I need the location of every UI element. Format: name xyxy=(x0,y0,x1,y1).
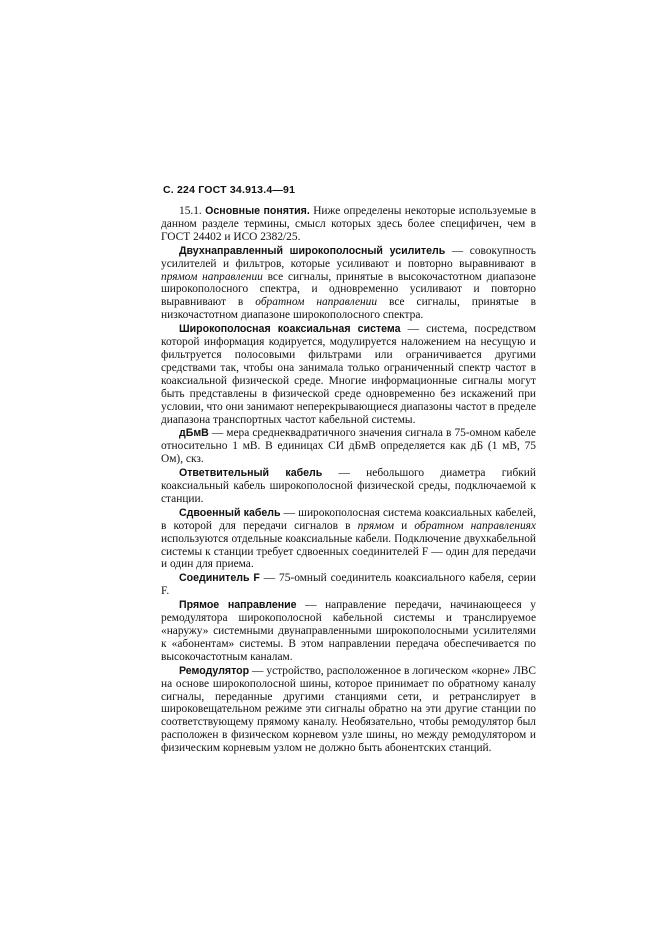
definition-text: — мера среднеквадратичного значения сигнала в 75-омном кабеле относительно 1 мВ. В единицах СИ дБмВ определяется как дБ (1 мВ, 75 Ом), скз. xyxy=(161,427,536,466)
definition-text: все сигналы, принятые в высокочастотном диапазоне широкополосного спектра, и одновременно усиливают и повторно выравнивают в xyxy=(161,270,536,309)
term: Широкополосная коаксиальная система xyxy=(179,323,401,336)
definition-dbmv xyxy=(161,427,536,466)
emphasis: прямом направлении xyxy=(161,270,263,283)
definition-dual-cable xyxy=(161,507,536,572)
definition-text: — широкополосная система коаксиальных кабелей, в которой для передачи сигналов в xyxy=(161,506,536,532)
definition-text: используются отдельные коаксиальные кабели. Подключение двухкабельной системы к станции требует сдвоенных соединителей F — один для передачи и один для приема. xyxy=(161,532,536,571)
paragraph-text: Ниже определены некоторые используемые в данном разделе термины, смысл которых здесь более специфичен, чем в ГОСТ 24402 и ИСО 2382/25. xyxy=(161,205,536,243)
emphasis: обратном направлениях xyxy=(414,519,536,532)
definition-text: все сигналы, принятые в низкочастотном диапазоне широкополосного спектра. xyxy=(161,296,537,322)
definition-text: — совокупность усилителей и фильтров, которые усиливают и повторно выравнивают в xyxy=(161,244,536,270)
section-title: Основные понятия. xyxy=(205,205,310,217)
term: дБмВ xyxy=(179,427,209,440)
definition-text: — небольшого диаметра гибкий коаксиальный кабель широкополосной физической среды, подключаемой к станции. xyxy=(161,467,536,505)
term: Ответвительный кабель xyxy=(179,467,323,480)
definition-text: — 75-омный соединитель коаксиального кабеля, серии F. xyxy=(161,572,537,598)
running-head: С. 224 ГОСТ 34.913.4—91 xyxy=(163,184,296,196)
term: Соединитель F xyxy=(179,572,260,585)
definition-forward-direction xyxy=(161,599,536,664)
definition-text: — система, посредством которой информация кодируется, модулируется наложением на несущую и фильтруется полосовыми фильтрами или ограничивается другими средствами так, чтобы она занимала только ограниченный спектр частот в коаксиальной физической среде. Многие информационные сигналы могут быть представлены в физической среде одновременно без искажений при условии, что они занимают неперекрывающиеся диапазоны частот в пределе диапазона транспортных частот кабельной системы. xyxy=(161,323,536,426)
paragraph-number: 15.1. xyxy=(179,205,202,217)
definition-f-connector xyxy=(161,572,536,598)
emphasis: прямом xyxy=(357,519,394,532)
term: Сдвоенный кабель xyxy=(179,506,281,519)
term: Прямое направление xyxy=(179,599,297,612)
definition-bidirectional-amplifier xyxy=(161,245,536,322)
definition-text: и xyxy=(394,519,415,532)
term: Двухнаправленный широкополосный усилитель xyxy=(179,244,446,257)
definition-drop-cable xyxy=(161,467,536,506)
definition-broadband-coax-system xyxy=(161,323,536,426)
term: Ремодулятор xyxy=(179,664,250,677)
emphasis: обратном направлении xyxy=(255,296,378,309)
paragraph-basic-concepts xyxy=(161,205,536,244)
definition-headend-remodulator xyxy=(161,665,536,755)
definition-text: — устройство, расположенное в логическом «корне» ЛВС на основе широкополосной шины, которое принимает по обратному каналу сигналы, переданные другими станциями сети, и ретранслирует в широковещательном режиме эти сигналы обратно на эти другие станции по соответствующему прямому каналу. Необязательно, чтобы ремодулятор был расположен в физическом корневом узле шины, но между ремодулятором и физическим корневым узлом не должно быть абонентских станций. xyxy=(161,664,536,755)
definition-text: — направление передачи, начинающееся у ремодулятора широкополосной кабельной системы и транслируемое «наружу» системными двунаправленными широкополосными усилителями к «абонентам» системы. В этом направлении передача обеспечивается по высокочастотным каналам. xyxy=(161,599,536,663)
document-body xyxy=(161,205,536,755)
